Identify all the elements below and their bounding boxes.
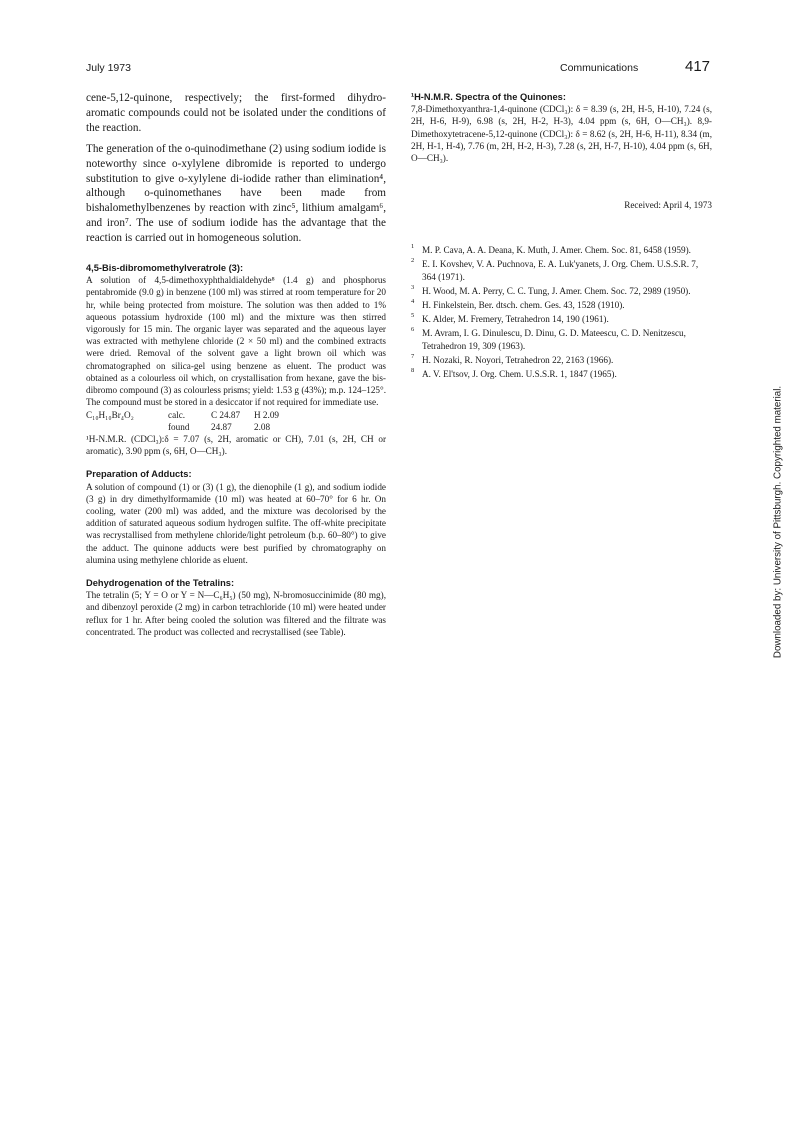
section-heading-dehydrogenation: Dehydrogenation of the Tetralins: (86, 577, 235, 588)
received-date: Received: April 4, 1973 (624, 200, 712, 211)
molecular-formula: C₁₀H₁₀Br₄O₂ (86, 409, 134, 420)
right-column (411, 91, 712, 382)
reference-text: H. Wood, M. A. Perry, C. C. Tung, J. Amer. Chem. Soc. 72, 2989 (1950). (422, 285, 691, 296)
reference-number: 8 (411, 367, 415, 375)
section-body-quinone-nmr: 7,8-Dimethoxyanthra-1,4-quinone (CDCl₃): δ = 8.39 (s, 2H, H-5, H-10), 7.24 (s, 2H, H-6, H-9), 6.98 (s, 2H, H-2, H-3), 4.04 ppm (s, 6H, O—CH₃). 8,9-Dimethoxytetracene-5,12-quinone (CDCl₃): δ = 8.62 (s, 2H, H-6, H-11), 8.34 (m, 2H, H-1, H-4), 7.76 (m, 2H, H-2, H-3), 7.28 (s, 2H, H-7, H-10), 4.04 ppm (s, 6H, O—CH₃). (411, 104, 712, 164)
page-number: 417 (685, 58, 711, 75)
reference-item (411, 244, 712, 256)
found-label: found (168, 421, 190, 432)
reference-number: 4 (411, 298, 415, 306)
reference-number: 1 (411, 243, 415, 251)
analysis-found-row (86, 421, 386, 433)
reference-item (411, 368, 712, 380)
reference-number: 5 (411, 312, 415, 320)
reference-item (411, 299, 712, 311)
found-h-value: 2.08 (254, 421, 271, 432)
section-body-dehydrogenation: The tetralin (5; Y = O or Y = N—C₆H₅) (50 mg), N-bromosuccinimide (80 mg), and dibenzoyl peroxide (2 mg) in carbon tetrachloride (10 ml) were heated under reflux for 1 hr. After being cooled the solution was filtered and the filtrate was concentrated. The product was collected and recrystallised (see Table). (86, 590, 386, 637)
reference-item (411, 258, 712, 282)
reference-text: M. P. Cava, A. A. Deana, K. Muth, J. Amer. Chem. Soc. 81, 6458 (1959). (422, 245, 691, 256)
reference-text: E. I. Kovshev, V. A. Puchnova, E. A. Luk'yanets, J. Org. Chem. U.S.S.R. 7, 364 (1971). (422, 259, 699, 282)
reference-text: H. Finkelstein, Ber. dtsch. chem. Ges. 43, 1528 (1910). (422, 300, 625, 311)
section-body-adducts: A solution of compound (1) or (3) (1 g), the dienophile (1 g), and sodium iodide (3 g) in dry dimethylformamide (10 ml) was heated at 60–70° for 6 hr. On cooling, water (200 ml) was added, and the mixture was decolorised by the addition of saturated aqueous sodium hydrogen sulfite. The off-white precipitate was recrystallised from methylene chloride/light petroleum (b.p. 60–80°) to give the adduct. The quinone adducts were best purified by chromatography on alumina using methylene chloride as eluent. (86, 481, 386, 565)
section-nmr-bis-dibromo: ¹H-N.M.R. (CDCl₃):δ = 7.07 (s, 2H, aromatic or CH), 7.01 (s, 2H, CH or aromatic), 3.90 ppm (s, 6H, O—CH₃). (86, 433, 386, 457)
reference-item (411, 354, 712, 366)
left-column (86, 91, 386, 638)
found-c-value: 24.87 (211, 421, 232, 432)
analysis-calc-row (86, 409, 386, 421)
reference-number: 3 (411, 283, 415, 291)
reference-item (411, 313, 712, 325)
section-heading-quinone-nmr: ¹H-N.M.R. Spectra of the Quinones: (411, 92, 566, 102)
header-date: July 1973 (86, 62, 131, 74)
reference-list (411, 244, 712, 380)
calc-c-value: C 24.87 (211, 409, 241, 420)
section-body-bis-dibromo: A solution of 4,5-dimethoxyphthaldialdehyde⁸ (1.4 g) and phosphorus pentabromide (9.0 g) in benzene (100 ml) was stirred at room temperature for 20 hr, while being protected from moisture. The solution was then added to 1% aqueous potassium hydroxide (100 ml) and the mixture was then stirred vigorously for 15 min. The organic layer was separated and the aqueous layer was extracted with methylene chloride (2 × 50 ml) and the combined extracts were dried. Removal of the solvent gave a light brown oil which was chromatographed on silica-gel using benzene as eluent. The product was obtained as a colourless oil which, on crystallisation from hexane, gave the bis-dibromo compound (3) as colourless prisms; yield: 1.53 g (43%); m.p. 124–125°. The compound must be stored in a desiccator if not required for immediate use. (86, 275, 386, 408)
reference-number: 7 (411, 352, 415, 360)
intro-paragraph-1: cene-5,12-quinone, respectively; the first-formed dihydro-aromatic compounds could not be isolated under the conditions of the reaction. (86, 92, 386, 134)
reference-item (411, 327, 712, 351)
reference-number: 2 (411, 257, 415, 265)
reference-item (411, 285, 712, 297)
header-section: Communications (560, 62, 639, 74)
reference-number: 6 (411, 326, 415, 334)
reference-text: A. V. El'tsov, J. Org. Chem. U.S.S.R. 1, 1847 (1965). (422, 369, 617, 380)
section-heading-adducts: Preparation of Adducts: (86, 469, 192, 480)
reference-text: M. Avram, I. G. Dinulescu, D. Dinu, G. D. Mateescu, C. D. Nenitzescu, Tetrahedron 19, 309 (1963). (422, 328, 686, 351)
download-watermark: Downloaded by: University of Pittsburgh. Copyrighted material. (772, 385, 784, 659)
reference-text: H. Nozaki, R. Noyori, Tetrahedron 22, 2163 (1966). (422, 354, 614, 365)
reference-text: K. Alder, M. Fremery, Tetrahedron 14, 190 (1961). (422, 314, 609, 325)
section-heading-bis-dibromo: 4,5-Bis-dibromomethylveratrole (3): (86, 263, 244, 274)
calc-label: calc. (168, 409, 186, 420)
intro-paragraph-2: The generation of the o-quinodimethane (2) using sodium iodide is noteworthy since o-xylylene dibromide is reported to undergo substitution to give o-xylylene di-iodide rather than elimination⁴, although o-quinomethanes have been made from bishalomethylbenzenes by reaction with zinc⁵, lithium amalgam⁶, and iron⁷. The use of sodium iodide has the advantage that the reaction is carried out in homogeneous solution. (86, 142, 386, 245)
calc-h-value: H 2.09 (254, 409, 280, 420)
